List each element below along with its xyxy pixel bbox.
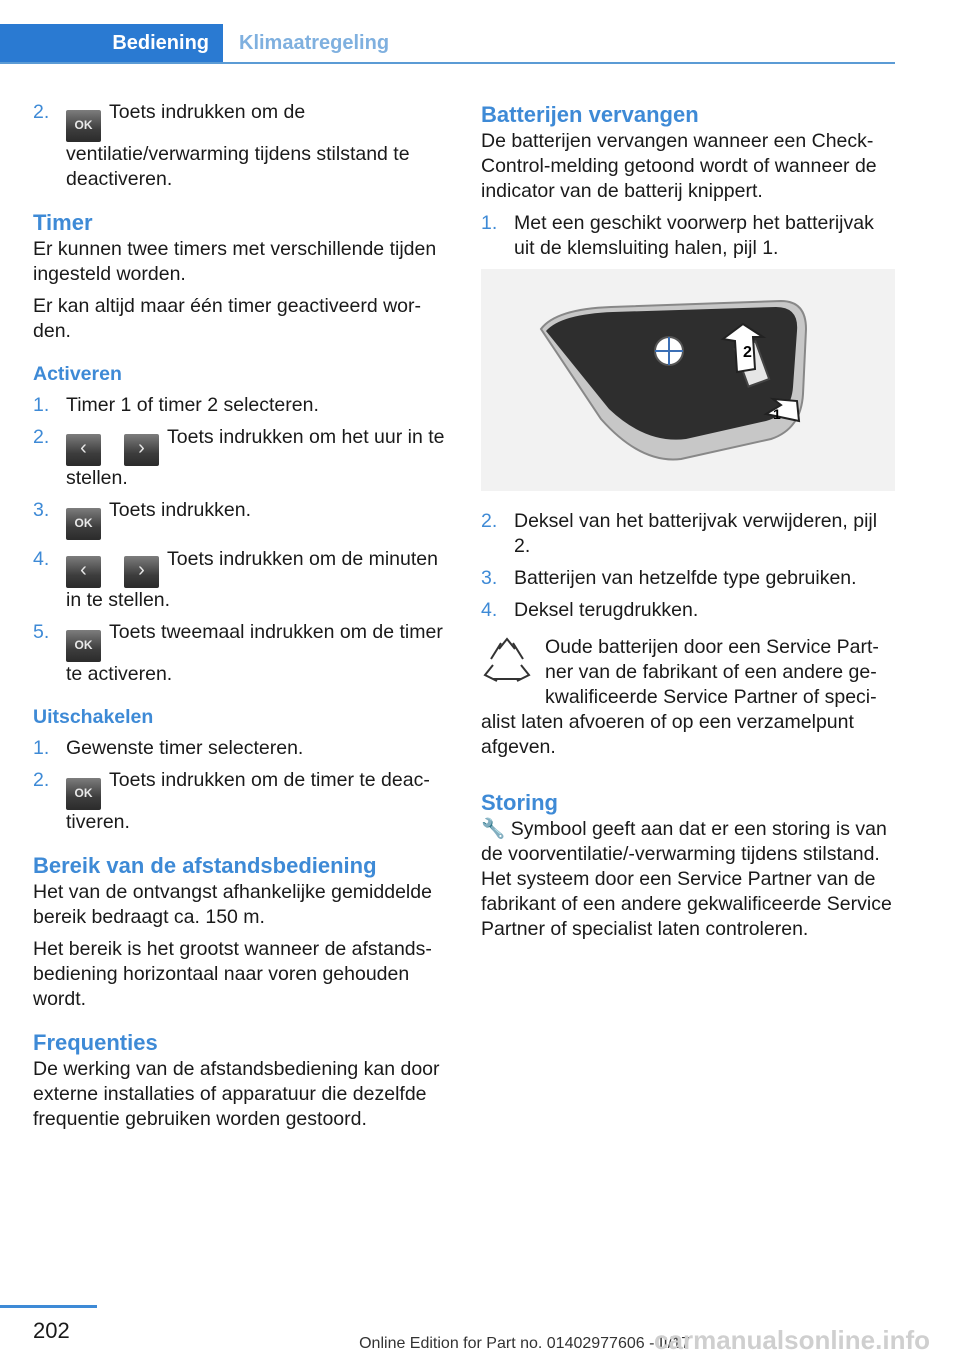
subsection-title-activeren: Activeren [33,363,122,385]
list-item [33,100,448,192]
edition-text: Online Edition for Part no. 01402977606 - II/17 [359,1335,690,1352]
subsection-title-uitschakelen: Uitschakelen [33,706,154,728]
recycle-icon [481,635,533,687]
item-number: 2. [481,510,498,532]
item-number: 3. [481,567,498,589]
car-key-illustration [481,269,895,491]
item-text: Batterijen van hetzelfde type gebruiken. [514,567,857,589]
section-title-storing: Storing [481,790,558,815]
arrow-left-button-icon: ‹ [66,434,101,466]
paragraph: Het bereik is het grootst wanneer de afstandsbediening horizontaal naar voren gehouden wordt. [33,938,432,1010]
paragraph: De batterijen vervangen wanneer een Check-Control-melding getoond wordt of wanneer de indicator van de batterij knippert. [481,130,877,202]
item-number: 4. [33,548,50,570]
ok-button-icon: OK [66,110,101,142]
list-item [33,620,448,687]
item-text: Toets indrukken om de minuten in te stellen. [66,548,438,611]
wrench-icon: 🔧 [481,818,511,840]
item-number: 1. [33,394,50,416]
paragraph: De werking van de afstandsbediening kan door externe installaties of apparatuur die dezelfde frequentie gebruiken worden gestoord. [33,1058,440,1130]
ok-button-icon: OK [66,778,101,810]
list-item [33,736,448,761]
ok-button-icon: OK [66,508,101,540]
list-item [481,566,895,591]
item-number: 1. [33,737,50,759]
section-title-bereik: Bereik van de afstandsbediening [33,853,377,878]
item-text: Toets indrukken om de ventilatie/verwarming tijdens stilstand te deactiveren. [66,101,410,190]
list-item [33,768,448,835]
list-item [33,425,448,491]
header-tabs [0,24,895,64]
item-number: 3. [33,499,50,521]
ok-button-icon: OK [66,630,101,662]
item-number: 5. [33,621,50,643]
item-text: Toets indrukken om het uur in te stellen. [66,426,445,489]
paragraph: Er kan altijd maar één timer geactiveerd worden. [33,295,421,342]
list-item [481,509,895,559]
item-number: 2. [33,101,50,123]
item-text: Met een geschikt voorwerp het batterijvak uit de klemsluiting halen, pijl 1. [514,212,874,259]
item-text: Toets indrukken om de timer te deactiveren. [66,769,430,833]
arrow-right-button-icon: › [124,434,159,466]
arrow-left-button-icon: ‹ [66,556,101,588]
paragraph: Er kunnen twee timers met verschillende tijden ingesteld worden. [33,238,437,285]
recycle-note [481,635,895,760]
list-item [481,211,895,261]
section-title-timer: Timer [33,210,93,235]
list-item [481,598,895,623]
recycle-text: Oude batterijen door een Service Partner van de fabrikant of een andere gekwalificeerde Service Partner of specialist laten afvoeren of op een verzamelpunt afgeven. [481,636,879,758]
item-text: Deksel terugdrukken. [514,599,699,621]
item-number: 2. [33,769,50,791]
list-item [33,393,448,418]
section-title-batterijen: Batterijen vervangen [481,102,699,127]
car-key-icon [481,269,895,491]
left-column [33,100,448,1139]
paragraph: Het van de ontvangst afhankelijke gemiddelde bereik bedraagt ca. 150 m. [33,881,432,928]
item-text: Deksel van het batterijvak verwijderen, pijl 2. [514,510,878,557]
paragraph [481,817,895,942]
page-number: 202 [33,1318,70,1343]
list-item [33,547,448,613]
right-column [481,100,895,949]
item-number: 2. [33,426,50,448]
footer-rule [0,1305,97,1308]
section-title-frequenties: Frequenties [33,1030,158,1055]
arrow-label-1: 1 [773,406,781,422]
item-text: Gewenste timer selecteren. [66,737,304,759]
item-text: Toets tweemaal indrukken om de timer te activeren. [66,621,443,685]
list-item [33,498,448,540]
storing-text: Symbool geeft aan dat er een storing is van de voorventilatie/-verwarming tijdens stilstand. Het systeem door een Service Partner van de fabrikant of een andere gekwalificeerde Service Partner of specialist laten controleren. [481,818,892,940]
arrow-label-2: 2 [743,344,752,361]
item-text: Timer 1 of timer 2 selecteren. [66,394,319,416]
item-text: Toets indrukken. [109,499,251,521]
arrow-right-button-icon: › [124,556,159,588]
watermark: carmanualsonline.info [654,1325,930,1355]
item-number: 1. [481,212,498,234]
tab-bediening[interactable]: Bediening [0,24,223,62]
tab-klimaatregeling[interactable]: Klimaatregeling [239,32,390,54]
item-number: 4. [481,599,498,621]
